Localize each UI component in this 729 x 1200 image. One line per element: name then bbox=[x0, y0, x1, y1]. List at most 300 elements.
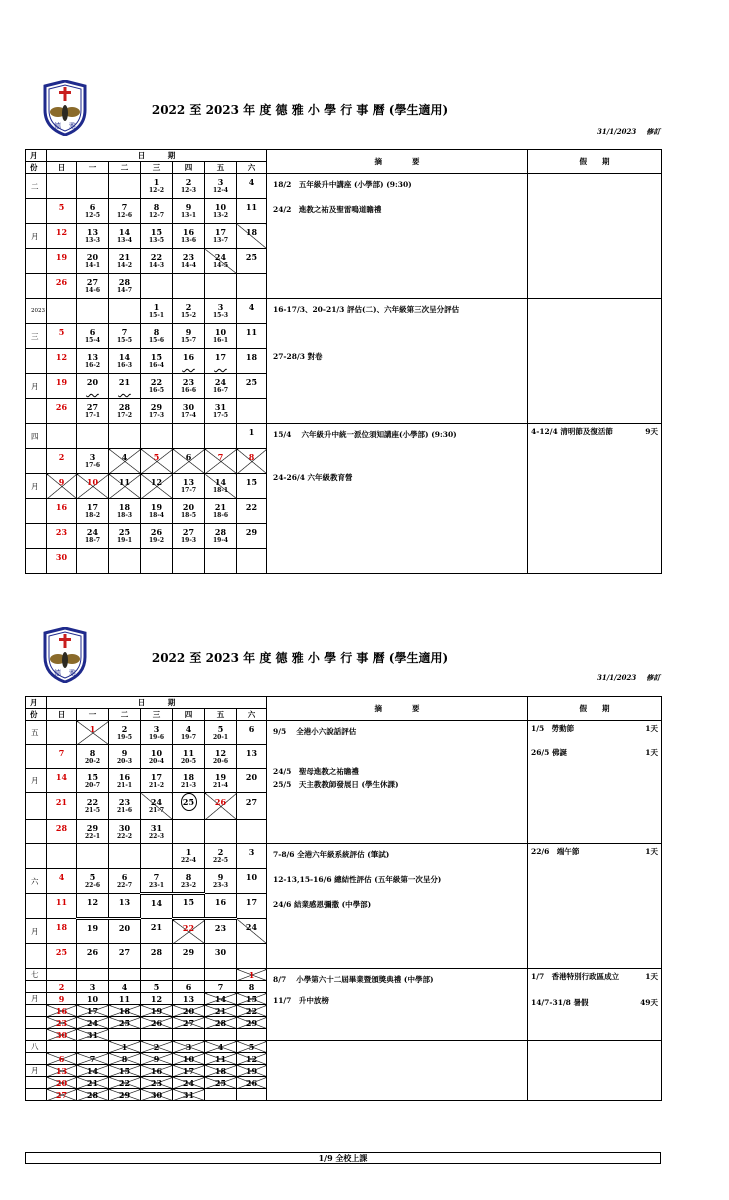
day-number: 12 bbox=[214, 747, 227, 758]
calendar-day-cell bbox=[205, 1005, 237, 1017]
day-number: 19 bbox=[245, 1065, 258, 1076]
calendar-day-cell bbox=[205, 869, 237, 894]
day-number: 10 bbox=[182, 1053, 195, 1064]
cycle-day-label: 15-1 bbox=[148, 312, 164, 319]
calendar-day-cell bbox=[47, 1053, 77, 1065]
cycle-day-label bbox=[205, 557, 236, 565]
day-number: 26 bbox=[245, 1077, 258, 1088]
day-number: 28 bbox=[214, 1017, 227, 1028]
calendar-day-cell bbox=[141, 399, 173, 424]
cycle-day-label bbox=[173, 828, 204, 836]
calendar-day-cell bbox=[237, 499, 267, 524]
month-label-cell bbox=[26, 524, 47, 549]
calendar-day-cell bbox=[47, 969, 77, 981]
cycle-day-label: 22-4 bbox=[180, 857, 196, 864]
cycle-day-label bbox=[47, 337, 76, 345]
cycle-day-label bbox=[173, 432, 204, 440]
day-number: 17 bbox=[214, 352, 227, 362]
calendar-day-cell bbox=[237, 349, 267, 374]
calendar-day-cell bbox=[205, 969, 237, 981]
day-number: 17 bbox=[245, 897, 258, 907]
calendar-day-cell bbox=[77, 1077, 109, 1089]
calendar-day-cell bbox=[47, 894, 77, 919]
cycle-day-label: 22-1 bbox=[84, 832, 100, 840]
calendar-day-cell bbox=[237, 944, 267, 969]
page-title: 2022 至 2023 年 度 德 雅 小 學 行 事 曆 (學生適用) bbox=[151, 103, 449, 117]
day-number: 3 bbox=[217, 177, 224, 187]
cycle-day-label: 13-5 bbox=[148, 237, 164, 244]
day-number: 25 bbox=[245, 377, 258, 387]
day-number: 3 bbox=[217, 302, 224, 312]
cycle-day-label bbox=[205, 828, 236, 836]
calendar-day-cell bbox=[173, 374, 205, 399]
day-number: 1 bbox=[121, 1041, 128, 1052]
day-number: 29 bbox=[245, 527, 258, 537]
calendar-day-cell bbox=[77, 349, 109, 374]
day-number: 31 bbox=[150, 822, 163, 833]
day-number: 11 bbox=[182, 747, 195, 758]
cycle-day-label bbox=[47, 932, 76, 940]
holiday-days: 1天 bbox=[645, 748, 658, 757]
calendar-day-cell bbox=[77, 449, 109, 474]
cycle-day-label: 21-7 bbox=[148, 807, 164, 814]
calendar-day-cell bbox=[205, 524, 237, 549]
day-number: 21 bbox=[118, 252, 131, 262]
day-number: 7 bbox=[153, 871, 160, 882]
calendar-day-cell bbox=[205, 1041, 237, 1053]
month-summary bbox=[267, 969, 528, 1041]
calendar-day-cell bbox=[77, 769, 109, 793]
month-header: 月 bbox=[26, 697, 47, 709]
calendar-day-cell bbox=[173, 969, 205, 981]
cycle-day-label: 12-5 bbox=[84, 212, 100, 219]
calendar-day-cell bbox=[205, 499, 237, 524]
calendar-day-cell bbox=[109, 374, 141, 399]
cycle-day-label: 14-7 bbox=[116, 287, 132, 294]
cycle-day-label: 22-6 bbox=[84, 882, 100, 889]
cycle-day-label bbox=[205, 432, 236, 440]
calendar-day-cell bbox=[141, 474, 173, 499]
weekday-header: 五 bbox=[205, 162, 237, 174]
cycle-day-label bbox=[237, 807, 266, 815]
calendar-day-cell bbox=[109, 793, 141, 820]
day-number: 10 bbox=[86, 993, 99, 1004]
cycle-day-label bbox=[77, 907, 108, 915]
cycle-day-label: 21-4 bbox=[212, 781, 228, 789]
calendar-day-cell bbox=[77, 224, 109, 249]
calendar-day-cell bbox=[205, 721, 237, 745]
calendar-day-cell bbox=[141, 894, 173, 919]
calendar-day-cell bbox=[109, 1053, 141, 1065]
calendar-day-cell bbox=[173, 299, 205, 324]
month-label-cell bbox=[26, 1053, 47, 1065]
event-item: 24-26/4 六年級教育營 bbox=[273, 473, 353, 482]
cycle-day-label: 13-6 bbox=[180, 237, 196, 244]
day-number: 30 bbox=[182, 402, 195, 412]
calendar-day-cell bbox=[237, 1065, 267, 1077]
cycle-day-label: 19-7 bbox=[180, 733, 196, 741]
calendar-day-cell bbox=[237, 324, 267, 349]
cycle-day-label bbox=[77, 957, 108, 965]
calendar-day-cell bbox=[205, 274, 237, 299]
cycle-day-label bbox=[173, 282, 204, 290]
day-number: 10 bbox=[214, 327, 227, 337]
calendar-day-cell bbox=[109, 1017, 141, 1029]
cycle-day-label bbox=[109, 462, 140, 470]
calendar-day-cell bbox=[205, 1077, 237, 1089]
day-number: 4 bbox=[248, 302, 255, 312]
cycle-day-label bbox=[237, 932, 266, 940]
calendar-day-cell bbox=[173, 499, 205, 524]
cycle-day-label bbox=[109, 182, 140, 190]
calendar-day-cell bbox=[77, 745, 109, 769]
calendar-day-cell bbox=[141, 869, 173, 894]
calendar-day-cell bbox=[109, 1065, 141, 1077]
day-number: 17 bbox=[182, 1065, 195, 1076]
calendar-day-cell bbox=[77, 944, 109, 969]
cycle-day-label bbox=[237, 262, 266, 270]
calendar-day-cell bbox=[47, 374, 77, 399]
calendar-day-cell bbox=[141, 1017, 173, 1029]
cycle-day-label bbox=[237, 187, 266, 195]
calendar-day-cell bbox=[109, 969, 141, 981]
day-number: 19 bbox=[150, 502, 163, 512]
calendar-day-cell bbox=[205, 199, 237, 224]
day-number: 15 bbox=[182, 897, 195, 907]
calendar-day-cell bbox=[237, 374, 267, 399]
cycle-day-label: 12-4 bbox=[212, 187, 228, 194]
cycle-day-label bbox=[205, 282, 236, 290]
cycle-day-label bbox=[237, 907, 266, 915]
day-number: 12 bbox=[86, 896, 99, 907]
revision-date: 31/1/2023 bbox=[597, 673, 637, 682]
calendar-day-cell bbox=[47, 844, 77, 869]
day-number: 26 bbox=[86, 947, 99, 957]
day-number: 4 bbox=[185, 723, 192, 734]
calendar-day-cell bbox=[141, 174, 173, 199]
calendar-day-cell bbox=[109, 324, 141, 349]
cycle-day-label: 18-1 bbox=[212, 487, 228, 494]
calendar-day-cell bbox=[173, 524, 205, 549]
cycle-day-label: 23-1 bbox=[148, 881, 164, 889]
cycle-day-label: 21-6 bbox=[116, 807, 132, 814]
calendar-day-cell bbox=[47, 249, 77, 274]
cycle-day-label: 17-7 bbox=[180, 487, 196, 494]
cycle-day-label: 15-3 bbox=[212, 312, 228, 319]
cycle-day-label bbox=[237, 312, 266, 320]
calendar-day-cell bbox=[205, 745, 237, 769]
day-number: 9 bbox=[58, 993, 65, 1004]
calendar-day-cell bbox=[47, 820, 77, 844]
cycle-day-label bbox=[47, 212, 76, 220]
day-number: 18 bbox=[182, 771, 195, 782]
calendar-day-cell bbox=[173, 1017, 205, 1029]
day-number: 29 bbox=[182, 947, 195, 957]
calendar-day-cell bbox=[141, 1089, 173, 1101]
weekday-header: 三 bbox=[141, 709, 173, 721]
day-number: 5 bbox=[217, 723, 224, 734]
calendar-day-cell bbox=[47, 1089, 77, 1101]
calendar-day-cell bbox=[47, 1029, 77, 1041]
event-item: 15/4 六年級升中統一派位須知講座(小學部) (9:30) bbox=[273, 430, 457, 439]
calendar-day-cell bbox=[109, 981, 141, 993]
day-number: 29 bbox=[118, 1089, 131, 1100]
calendar-day-cell bbox=[77, 399, 109, 424]
holiday-item bbox=[531, 846, 658, 858]
cycle-day-label bbox=[141, 282, 172, 290]
day-number: 7 bbox=[121, 327, 128, 337]
day-number: 4 bbox=[248, 177, 255, 187]
day-number: 28 bbox=[150, 947, 163, 957]
day-number: 11 bbox=[245, 327, 258, 337]
cycle-day-label bbox=[237, 437, 266, 445]
month-header-2: 份 bbox=[26, 709, 47, 721]
cycle-day-label: 16-5 bbox=[148, 387, 164, 394]
holiday-days: 9天 bbox=[645, 427, 658, 436]
calendar-day-cell bbox=[77, 1041, 109, 1053]
calendar-day-cell bbox=[109, 919, 141, 944]
cycle-day-label bbox=[77, 933, 108, 941]
month-label-cell bbox=[26, 349, 47, 374]
cycle-day-label bbox=[47, 237, 76, 245]
cycle-day-label bbox=[237, 487, 266, 495]
cycle-day-label bbox=[237, 882, 266, 890]
cycle-day-label bbox=[237, 828, 266, 836]
weekday-header: 六 bbox=[237, 162, 267, 174]
calendar-day-cell bbox=[205, 399, 237, 424]
day-number: 16 bbox=[118, 771, 131, 782]
day-number: 23 bbox=[182, 377, 195, 387]
calendar-day-cell bbox=[141, 1029, 173, 1041]
day-number: 23 bbox=[214, 922, 227, 933]
cycle-day-label bbox=[47, 512, 76, 520]
weekday-header: 一 bbox=[77, 162, 109, 174]
calendar-day-cell bbox=[205, 374, 237, 399]
calendar-day-cell bbox=[173, 894, 205, 919]
day-number: 14 bbox=[150, 897, 163, 908]
cycle-day-label bbox=[77, 182, 108, 190]
calendar-day-cell bbox=[109, 199, 141, 224]
calendar-day-cell bbox=[237, 869, 267, 894]
calendar-day-cell bbox=[109, 1089, 141, 1101]
calendar-day-cell bbox=[47, 299, 77, 324]
calendar-day-cell bbox=[237, 981, 267, 993]
cycle-day-label bbox=[237, 282, 266, 290]
day-number: 26 bbox=[55, 277, 68, 287]
calendar-day-cell bbox=[109, 499, 141, 524]
month-label-cell bbox=[26, 399, 47, 424]
cycle-day-label: 18-3 bbox=[116, 512, 132, 519]
cycle-day-label: 16-4 bbox=[148, 362, 164, 369]
holiday-name: 1/5 勞動節 bbox=[531, 724, 575, 733]
cycle-day-label bbox=[47, 432, 76, 440]
cycle-day-label: 22-2 bbox=[116, 832, 132, 840]
calendar-day-cell bbox=[141, 981, 173, 993]
revision-label: 修訂 bbox=[646, 673, 661, 682]
calendar-day-cell bbox=[141, 844, 173, 869]
month-label-cell bbox=[26, 549, 47, 574]
day-number: 1 bbox=[248, 427, 255, 437]
day-number: 27 bbox=[182, 1017, 195, 1028]
day-number: 16 bbox=[182, 227, 195, 237]
cycle-day-label: 23-3 bbox=[212, 882, 228, 889]
calendar-day-cell bbox=[47, 1017, 77, 1029]
day-number: 2 bbox=[185, 177, 192, 187]
holiday-item bbox=[531, 723, 658, 735]
holiday-item bbox=[531, 747, 658, 759]
cycle-day-label: 22-5 bbox=[212, 857, 228, 864]
day-number: 19 bbox=[214, 771, 227, 782]
month-summary bbox=[267, 844, 528, 969]
calendar-day-cell bbox=[141, 820, 173, 844]
cycle-day-label: 18-5 bbox=[180, 512, 196, 519]
day-number: 12 bbox=[245, 1053, 258, 1064]
day-number: 1 bbox=[153, 302, 160, 312]
calendar-day-cell bbox=[47, 981, 77, 993]
calendar-day-cell bbox=[141, 1077, 173, 1089]
month-label-cell: 月 bbox=[26, 919, 47, 944]
calendar-day-cell bbox=[173, 224, 205, 249]
cycle-day-label bbox=[77, 557, 108, 565]
calendar-day-cell bbox=[205, 474, 237, 499]
calendar-day-cell bbox=[109, 249, 141, 274]
date-header: 日 期 bbox=[47, 150, 267, 162]
weekday-header: 三 bbox=[141, 162, 173, 174]
calendar-day-cell bbox=[237, 274, 267, 299]
event-item: 7-8/6 全港六年級系統評估 (筆試) bbox=[273, 850, 390, 859]
day-number: 2 bbox=[58, 981, 65, 992]
calendar-day-cell bbox=[205, 299, 237, 324]
cycle-day-label bbox=[47, 487, 76, 495]
day-number: 26 bbox=[150, 527, 163, 537]
calendar-day-cell bbox=[77, 324, 109, 349]
day-number: 21 bbox=[55, 797, 68, 807]
day-number: 12 bbox=[150, 993, 163, 1004]
day-number: 22 bbox=[86, 797, 99, 807]
calendar-day-cell bbox=[141, 793, 173, 820]
day-number: 19 bbox=[55, 252, 68, 262]
day-number: 5 bbox=[89, 872, 96, 882]
cycle-day-label bbox=[109, 432, 140, 440]
cycle-day-label bbox=[205, 362, 236, 370]
calendar-day-cell bbox=[205, 224, 237, 249]
day-number: 1 bbox=[248, 969, 255, 980]
day-number: 8 bbox=[153, 202, 160, 212]
cycle-day-label bbox=[141, 852, 172, 860]
day-number: 25 bbox=[118, 1017, 131, 1028]
day-number: 18 bbox=[118, 1005, 131, 1016]
month-label-cell: 月 bbox=[26, 374, 47, 399]
calendar-day-cell bbox=[205, 349, 237, 374]
calendar-day-cell bbox=[109, 745, 141, 769]
cycle-day-label: 18-7 bbox=[84, 537, 100, 544]
cycle-day-label bbox=[77, 387, 108, 395]
month-label-cell: 月 bbox=[26, 993, 47, 1005]
calendar-day-cell bbox=[77, 274, 109, 299]
day-number: 6 bbox=[89, 202, 96, 212]
cycle-day-label bbox=[141, 957, 172, 965]
calendar-day-cell bbox=[173, 399, 205, 424]
day-number: 29 bbox=[86, 822, 99, 833]
cycle-day-label bbox=[237, 237, 266, 245]
day-number: 12 bbox=[55, 227, 68, 237]
day-number: 11 bbox=[55, 897, 68, 907]
cycle-day-label bbox=[141, 557, 172, 565]
cycle-day-label: 17-5 bbox=[212, 412, 228, 419]
cycle-day-label bbox=[47, 412, 76, 420]
day-number: 23 bbox=[118, 797, 131, 807]
day-number: 9 bbox=[217, 872, 224, 882]
calendar-day-cell bbox=[77, 549, 109, 574]
day-number: 18 bbox=[118, 502, 131, 512]
calendar-day-cell bbox=[109, 174, 141, 199]
day-number: 30 bbox=[214, 947, 227, 957]
day-number: 31 bbox=[182, 1089, 195, 1100]
day-number: 12 bbox=[55, 352, 68, 362]
holiday-days: 1天 bbox=[645, 972, 658, 981]
calendar-day-cell bbox=[141, 249, 173, 274]
calendar-day-cell bbox=[173, 249, 205, 274]
calendar-day-cell bbox=[141, 1005, 173, 1017]
calendar-day-cell bbox=[77, 524, 109, 549]
holiday-name: 22/6 端午節 bbox=[531, 847, 580, 856]
cycle-day-label: 14-5 bbox=[212, 262, 228, 269]
day-number: 23 bbox=[55, 527, 68, 537]
day-number: 20 bbox=[182, 502, 195, 512]
cycle-day-label bbox=[47, 957, 76, 965]
cycle-day-label: 12-7 bbox=[148, 212, 164, 219]
day-number: 5 bbox=[153, 452, 160, 462]
calendar-day-cell bbox=[205, 894, 237, 919]
calendar-day-cell bbox=[205, 449, 237, 474]
day-number: 22 bbox=[118, 1077, 131, 1088]
calendar-day-cell bbox=[173, 274, 205, 299]
day-number: 8 bbox=[248, 981, 255, 992]
cycle-day-label bbox=[173, 462, 204, 470]
cycle-day-label bbox=[109, 907, 140, 915]
cycle-day-label: 16-7 bbox=[212, 387, 228, 394]
calendar-day-cell bbox=[237, 199, 267, 224]
day-number: 14 bbox=[118, 227, 131, 237]
day-number: 8 bbox=[248, 452, 255, 462]
calendar-day-cell bbox=[205, 1089, 237, 1101]
day-number: 25 bbox=[118, 527, 131, 537]
day-number: 22 bbox=[182, 922, 195, 933]
revision-label: 修訂 bbox=[646, 127, 661, 136]
cycle-day-label: 18-4 bbox=[148, 512, 164, 519]
cycle-day-label bbox=[205, 807, 236, 815]
weekday-header: 一 bbox=[77, 709, 109, 721]
cycle-day-label: 19-3 bbox=[180, 537, 196, 544]
calendar-day-cell bbox=[77, 793, 109, 820]
day-number: 22 bbox=[245, 502, 258, 512]
cycle-day-label: 20-3 bbox=[116, 757, 132, 765]
month-header: 月 bbox=[26, 150, 47, 162]
cycle-day-label: 15-6 bbox=[148, 337, 164, 344]
month-holidays bbox=[528, 1041, 662, 1101]
day-number: 21 bbox=[150, 922, 163, 932]
holiday-header: 假 期 bbox=[528, 150, 662, 174]
calendar-day-cell bbox=[237, 844, 267, 869]
day-number: 8 bbox=[121, 1053, 128, 1064]
day-number: 15 bbox=[150, 352, 163, 362]
day-number: 10 bbox=[214, 202, 227, 212]
calendar-day-cell bbox=[173, 993, 205, 1005]
day-number: 15 bbox=[245, 477, 258, 487]
cycle-day-label bbox=[109, 957, 140, 965]
calendar-day-cell bbox=[205, 324, 237, 349]
cycle-day-label: 14-2 bbox=[116, 262, 132, 269]
